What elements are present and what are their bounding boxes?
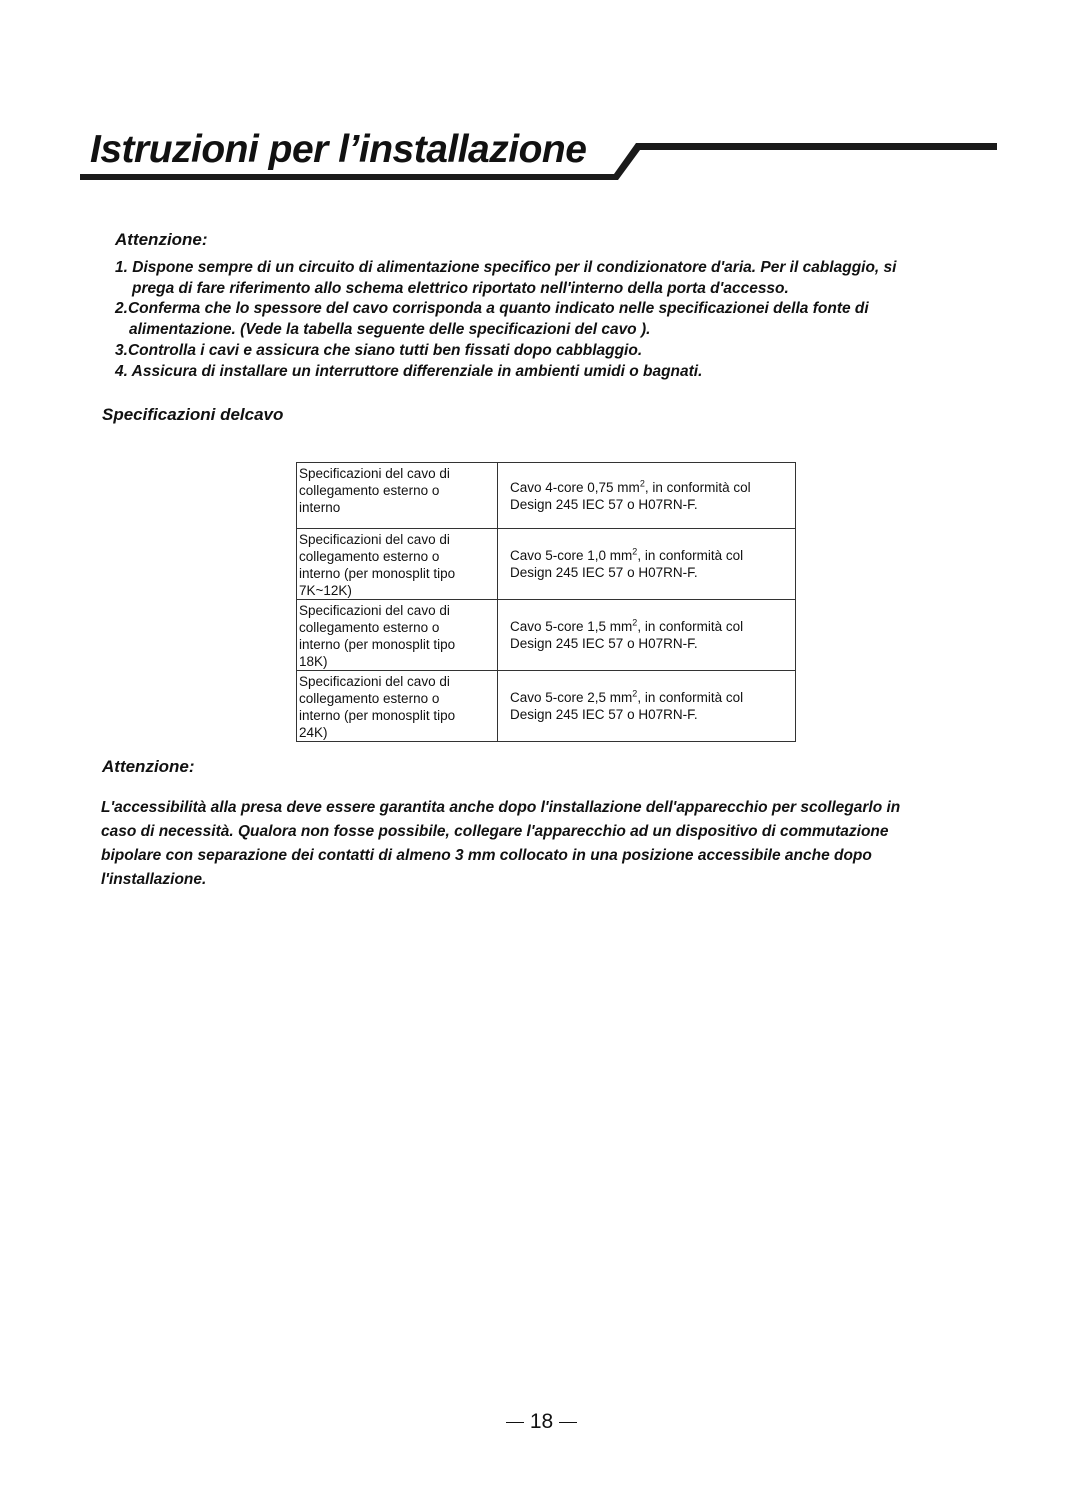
- attention-heading-2: Attenzione:: [102, 757, 195, 776]
- note-item-1: [115, 258, 995, 299]
- spec-value-cell: Cavo 5-core 1,0 $mm^2$, in conformità col Design 245 IEC 57 o H07RN-F.: [498, 529, 796, 600]
- table-row: [297, 529, 796, 600]
- note-text: Assicura di installare un interruttore differenziale in ambienti umidi o bagnati.: [131, 362, 703, 380]
- note-number: 3.: [115, 341, 128, 359]
- accessibility-warning-paragraph: L'accessibilità alla presa deve essere garantita anche dopo l'installazione dell'apparecchio per scollegarlo in caso di necessità. Qualora non fosse possibile, collegare l'apparecchio ad un dispositivo di commutazione bipolare con separazione dei contatti di almeno 3 mm collocato in una posizione accessibile anche dopo l'installazione.: [101, 799, 901, 888]
- note-text: Controlla i cavi e assicura che siano tutti ben fissati dopo cabblaggio.: [127, 341, 643, 359]
- table-row: [297, 671, 796, 742]
- spec-description-cell: Specificazioni del cavo di collegamento esterno o interno: [297, 463, 498, 529]
- spec-description-cell: Specificazioni del cavo di collegamento esterno o interno (per monosplit tipo 24K): [297, 671, 498, 742]
- attention-heading-1: Attenzione:: [115, 230, 208, 249]
- table-row: [297, 600, 796, 671]
- page-title: Istruzioni per l’installazione: [90, 128, 587, 171]
- note-number: 1.: [115, 259, 128, 276]
- note-text: Dispone sempre di un circuito di alimentazione specifico per il condizionatore d'aria. Per il cablaggio, si: [132, 259, 897, 276]
- cable-spec-table: [296, 462, 796, 742]
- cable-spec-heading: Specificazioni delcavo: [102, 405, 284, 424]
- note-text-continued: prega di fare riferimento allo schema elettrico riportato nell'interno della porta d'accesso.: [132, 279, 789, 297]
- note-text: Conferma che lo spessore del cavo corrisponda a quanto indicato nelle specificazionei della fonte di: [127, 300, 869, 318]
- spec-value-cell: Cavo 5-core 1,5 $mm^2$, in conformità col Design 245 IEC 57 o H07RN-F.: [498, 600, 796, 671]
- dash-left: [506, 1422, 524, 1423]
- spec-description-cell: Specificazioni del cavo di collegamento esterno o interno (per monosplit tipo 7K~12K): [297, 529, 498, 600]
- note-number: 2.: [115, 300, 128, 318]
- note-item-2: [115, 299, 995, 340]
- table-row: [297, 463, 796, 529]
- note-text-continued: alimentazione. (Vede la tabella seguente delle specificazioni del cavo ).: [129, 321, 651, 339]
- note-item-3: [115, 341, 995, 362]
- attention-notes-list: [115, 258, 995, 382]
- page-number: 18: [0, 1410, 1083, 1434]
- spec-value-cell: Cavo 5-core 2,5 $mm^2$, in conformità col Design 245 IEC 57 o H07RN-F.: [498, 671, 796, 742]
- note-number: 4.: [115, 362, 128, 380]
- spec-description-cell: Specificazioni del cavo di collegamento esterno o interno (per monosplit tipo 18K): [297, 600, 498, 671]
- spec-value-cell: Cavo 4-core 0,75 $mm^2$, in conformità col Design 245 IEC 57 o H07RN-F.: [498, 463, 796, 529]
- note-item-4: [115, 362, 995, 383]
- dash-right: [559, 1422, 577, 1423]
